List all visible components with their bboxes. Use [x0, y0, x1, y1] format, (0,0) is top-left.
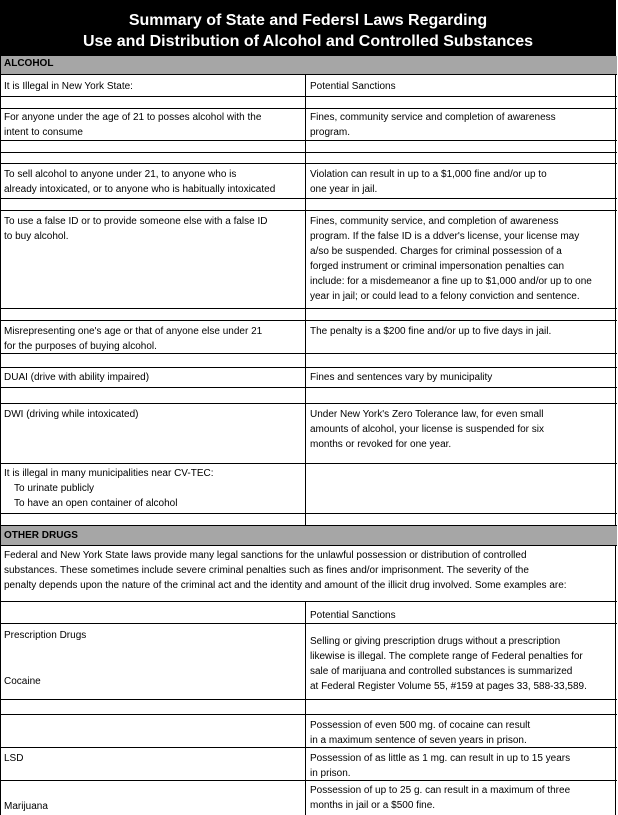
col-header-sanctions: Potential Sanctions: [310, 81, 396, 92]
table-row: [1, 164, 617, 199]
section-header-other-drugs: OTHER DRUGS: [1, 526, 617, 546]
title-line-2: Use and Distribution of Alcohol and Controlled Substances: [82, 33, 534, 50]
table-row-municipal: [1, 464, 617, 514]
drug-prescription: Prescription Drugs: [4, 630, 87, 641]
list-item: To urinate publicly: [14, 483, 95, 494]
spacer-row: [1, 199, 617, 211]
col-header-sanctions: Potential Sanctions: [310, 610, 396, 621]
drug-cocaine: Cocaine: [4, 676, 41, 687]
offense-cell: DUAI (drive with ability impaired): [1, 368, 306, 387]
drugs-column-header-row: [1, 602, 617, 624]
sanction-cell: Possession of even 500 mg. of cocaine can result in a maximum sentence of seven years in prison.: [310, 720, 531, 746]
sanction-cell: Violation can result in up to a $1,000 fine and/or up to one year in jail.: [310, 169, 547, 195]
sanction-cell: [306, 464, 617, 513]
spacer-row: [1, 141, 617, 153]
sanction-cell: Selling or giving prescription drugs without a prescription likewise is illegal. The complete range of Federal penalties for sale of marijuana and controlled substances is summarized at Federal Register Volume 55, #159 at pages 33, 588-33,589.: [310, 636, 587, 692]
offense-cell: To use a false ID or to provide someone else with a false ID to buy alcohol.: [1, 211, 306, 308]
table-row: [1, 368, 617, 388]
sanction-cell: Possession of up to 25 g. can result in a maximum of three months in jail or a $500 fine.: [310, 785, 571, 811]
table-row: [1, 109, 617, 141]
offense-cell: Misrepresenting one's age or that of anyone else under 21 for the purposes of buying alcohol.: [1, 321, 306, 353]
drug-lsd: LSD: [1, 748, 306, 780]
spacer-row: [1, 354, 617, 368]
sanction-cell: Possession of as little as 1 mg. can result in up to 15 years in prison.: [310, 753, 571, 779]
spacer-row: [1, 153, 617, 164]
spacer-row: [1, 388, 617, 404]
other-drugs-intro: Federal and New York State laws provide many legal sanctions for the unlawful possession or distribution of controlled substances. These sometimes include severe criminal penalties such as fines and/or imprisonment. The severity of the penalty depends upon the nature of the criminal act and the identity and amount of the illicit drug involved. Some examples are:: [1, 546, 617, 602]
sanction-cell: The penalty is a $200 fine and/or up to five days in jail.: [310, 326, 552, 337]
table-row: [1, 781, 617, 815]
summary-table: [0, 56, 616, 815]
table-row: [1, 624, 617, 700]
offense-cell: DWI (driving while intoxicated): [1, 404, 306, 463]
alcohol-column-header-row: [1, 75, 617, 97]
col-header-illegal: It is Illegal in New York State:: [1, 75, 306, 96]
sanction-cell: Under New York's Zero Tolerance law, for even small amounts of alcohol, your license is suspended for six months or revoked for one year.: [310, 409, 545, 450]
spacer-row: [1, 514, 617, 526]
sanction-cell: Fines, community service, and completion of awareness program. If the false ID is a ddver's license, your license may a/so be suspended. Charges for criminal possession of a forged instrument or criminal impersonation penalties can include: for a misdemeanor a fine up to $1,000 and/or up to one year in jail; or could lead to a felony conviction and sentence.: [310, 216, 592, 302]
table-row: [1, 321, 617, 354]
list-item: To have an open container of alcohol: [14, 498, 178, 509]
offense-cell: To sell alcohol to anyone under 21, to anyone who is already intoxicated, or to anyone who is habitually intoxicated: [1, 164, 306, 198]
sanction-cell: Fines and sentences vary by municipality: [310, 372, 493, 383]
page-title: [0, 0, 616, 56]
title-line-1: Summary of State and Federsl Laws Regarding: [128, 12, 488, 29]
sanction-cell: Fines, community service and completion of awareness program.: [310, 112, 556, 138]
table-row: [1, 715, 617, 748]
offense-cell: It is illegal in many municipalities near CV-TEC: To urinate publicly To have an open container of alcohol: [1, 464, 306, 513]
table-row: [1, 404, 617, 464]
spacer-row: [1, 700, 617, 715]
offense-cell: For anyone under the age of 21 to posses alcohol with the intent to consume: [1, 109, 306, 140]
section-header-alcohol: ALCOHOL: [1, 56, 617, 75]
table-row: [1, 211, 617, 309]
drug-cell: [1, 624, 306, 699]
spacer-row: [1, 309, 617, 321]
table-row: [1, 748, 617, 781]
drug-marijuana: Marijuana: [1, 781, 306, 815]
spacer-row: [1, 97, 617, 109]
